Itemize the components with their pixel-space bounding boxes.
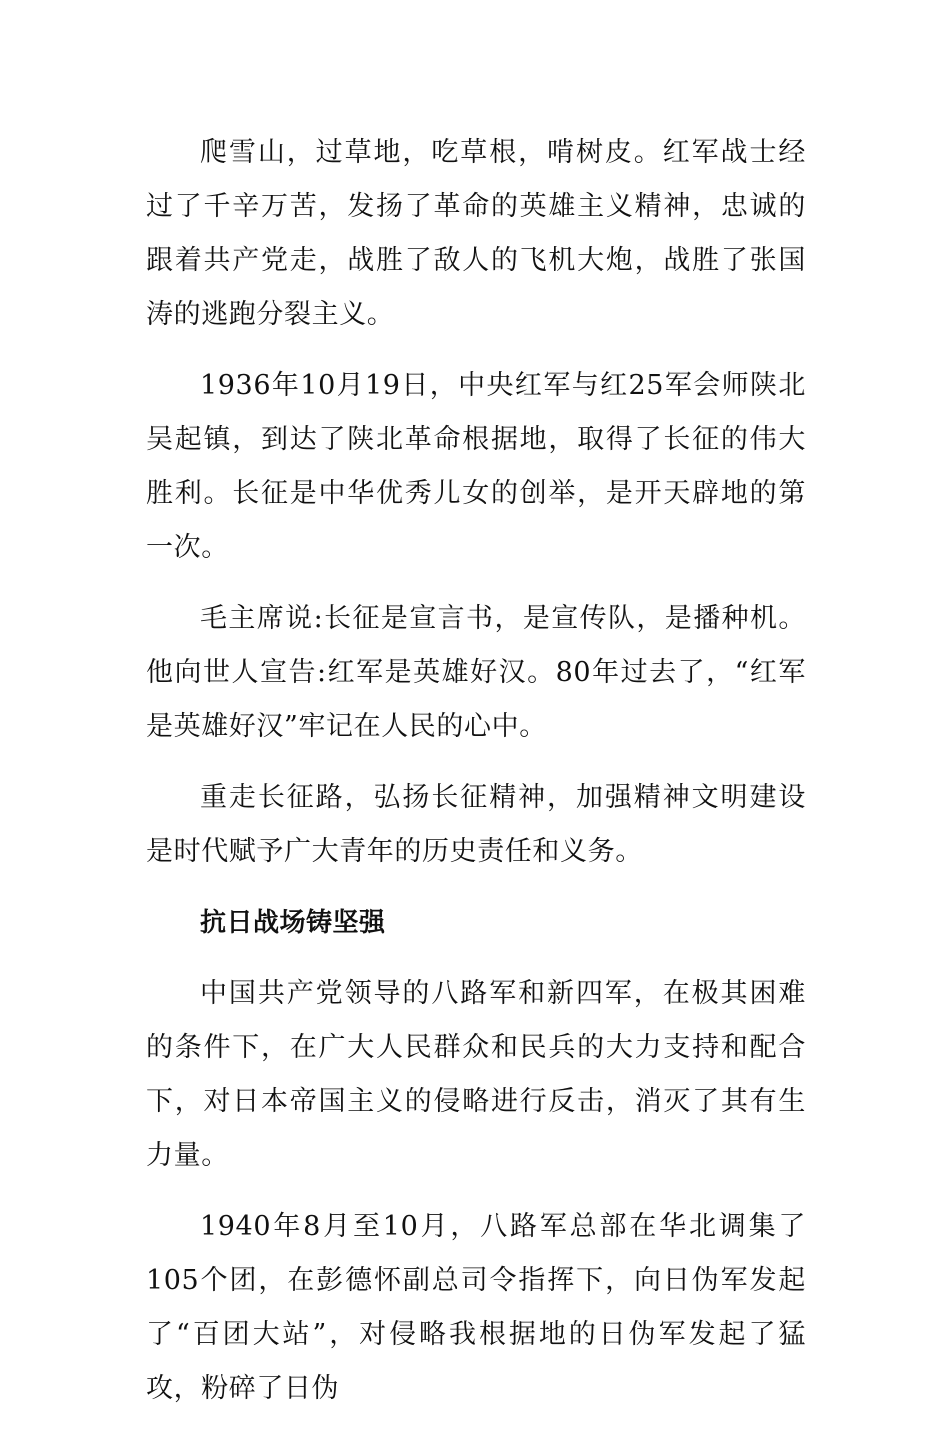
document-body [146,126,806,1433]
paragraph-youth-responsibility: 重走长征路，弘扬长征精神，加强精神文明建设是时代赋予广大青年的历史责任和义务。 [146,782,806,867]
paragraph-chairman-mao-quote: 毛主席说:长征是宣言书，是宣传队，是播种机。他向世人宣告:红军是英雄好汉。80年过去了，“红军是英雄好汉”牢记在人民的心中。 [146,603,806,742]
paragraph-1936-victory: 1936年10月19日，中央红军与红25军会师陕北吴起镇，到达了陕北革命根据地，取得了长征的伟大胜利。长征是中华优秀儿女的创举，是开天辟地的第一次。 [146,370,806,563]
paragraph-long-march-hardships: 爬雪山，过草地，吃草根，啃树皮。红军战士经过了千辛万苦，发扬了革命的英雄主义精神，忠诚的跟着共产党走，战胜了敌人的飞机大炮，战胜了张国涛的逃跑分裂主义。 [146,137,806,330]
paragraph-hundred-regiments: 1940年8月至10月，八路军总部在华北调集了105个团，在彭德怀副总司令指挥下，向日伪军发起了“百团大站”，对侵略我根据地的日伪军发起了猛攻，粉碎了日伪 [146,1211,806,1404]
section-heading: 抗日战场铸坚强 [200,908,386,938]
paragraph-eighth-route-army: 中国共产党领导的八路军和新四军，在极其困难的条件下，在广大人民群众和民兵的大力支持和配合下，对日本帝国主义的侵略进行反击，消灭了其有生力量。 [146,978,806,1171]
